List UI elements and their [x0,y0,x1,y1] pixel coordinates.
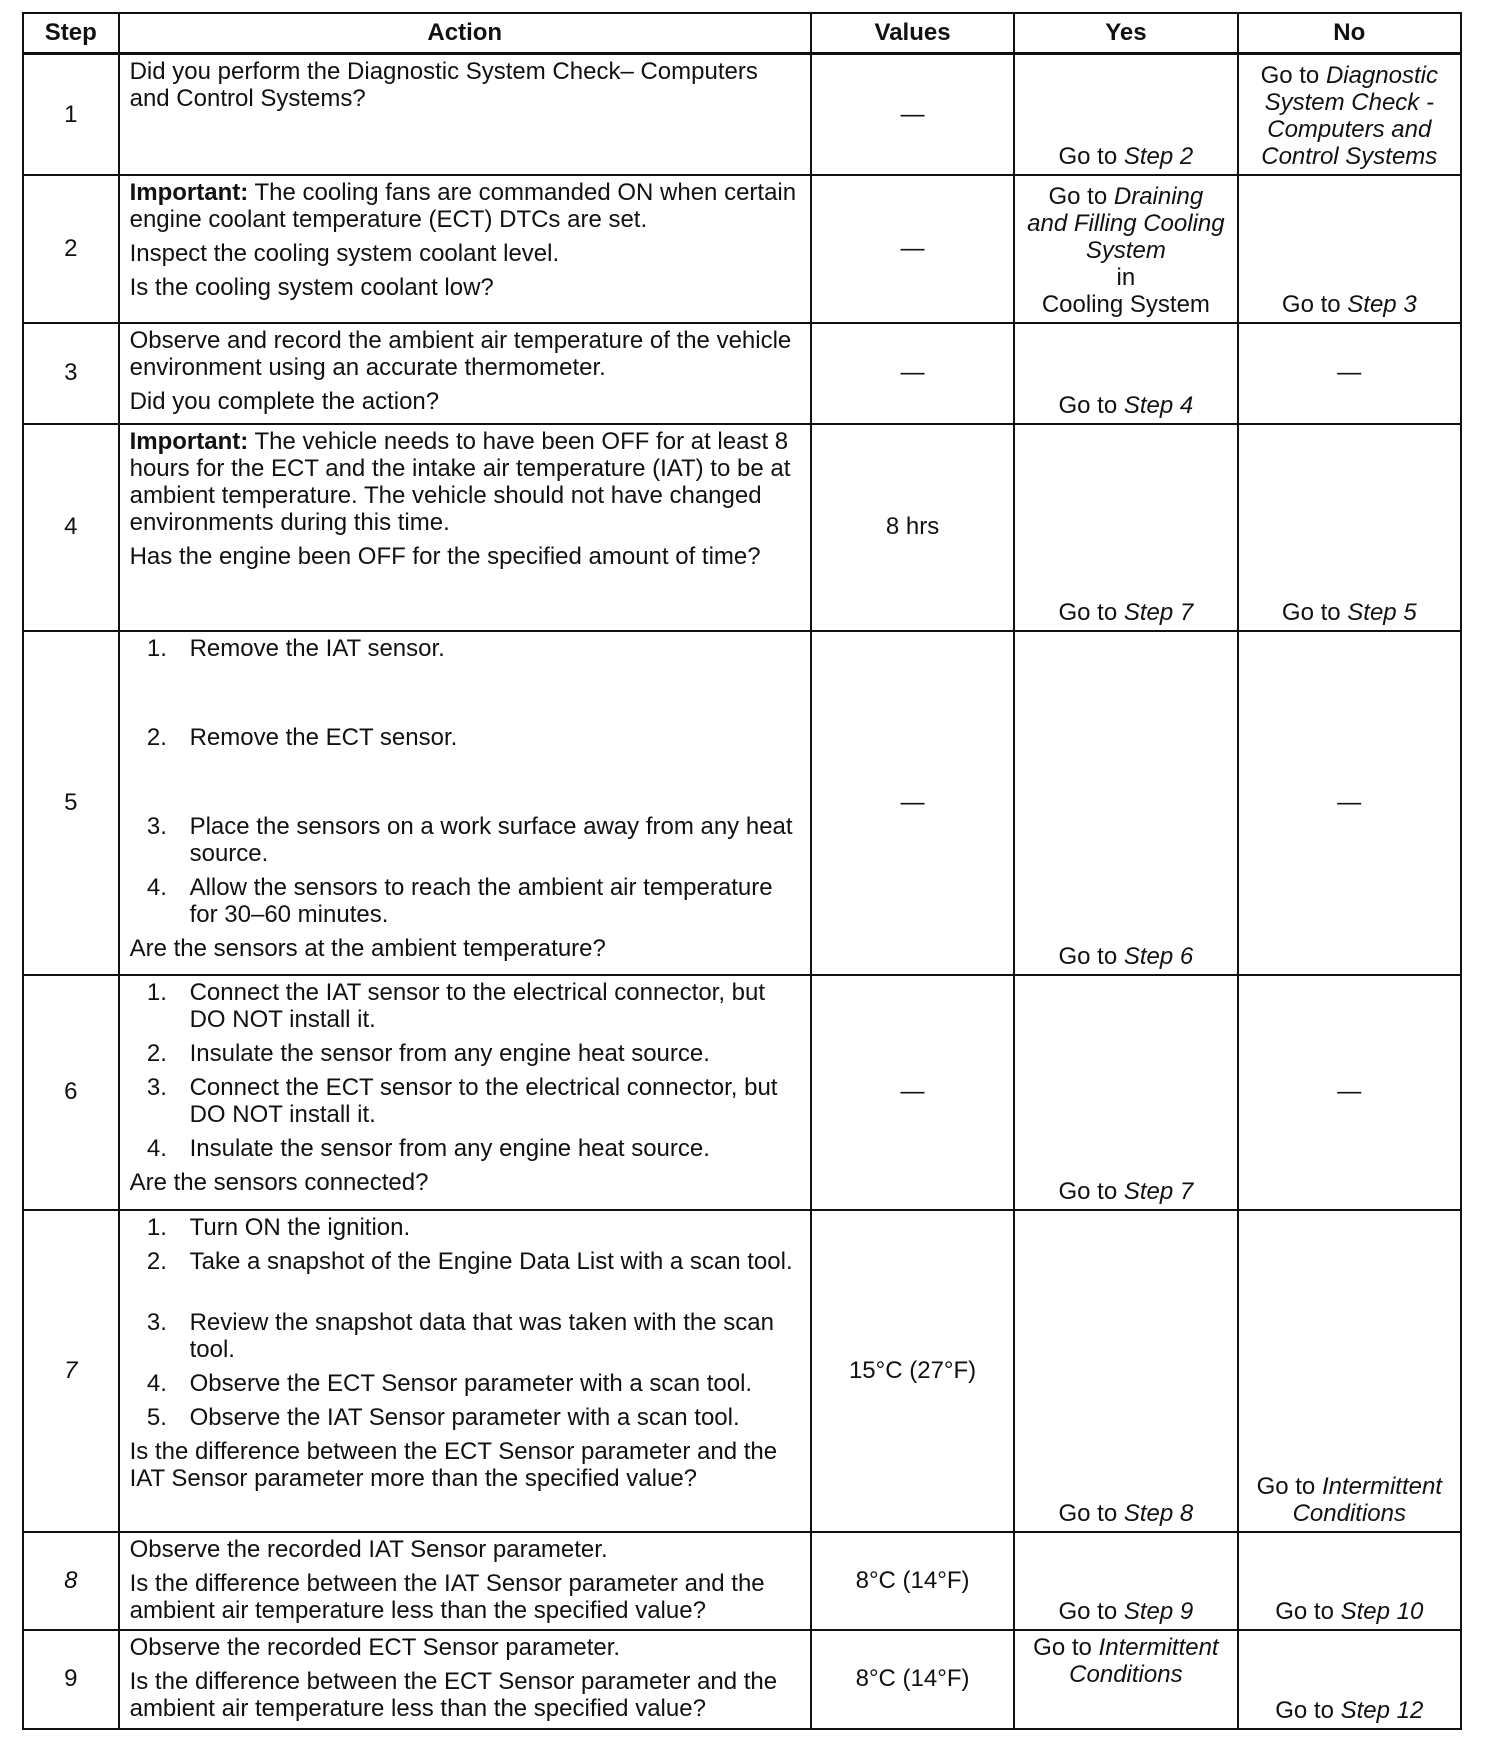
yes-cell [1014,1210,1237,1532]
step-number: 8 [23,1532,119,1630]
step-number: 3 [23,323,119,424]
action-cell [119,175,811,323]
yes-cell [1014,323,1237,424]
action-question: Are the sensors connected? [129,1169,429,1197]
yes-link[interactable]: Draining and Filling Cooling System [1027,182,1225,265]
action-step: 3. Connect the ECT sensor to the electrical connector, but DO NOT install it. [174,1074,800,1128]
yes-cell [1014,175,1237,323]
step-number: 1 [23,54,119,175]
header-values: Values [811,13,1014,54]
action-line: Observe the recorded ECT Sensor parameter. [129,1633,621,1661]
action-cell [119,323,811,424]
yes-cell [1014,54,1237,175]
yes-cell [1014,424,1237,631]
table-row [23,1630,1461,1729]
action-step: 2. Take a snapshot of the Engine Data List with a scan tool. [174,1248,800,1275]
no-cell [1238,424,1461,631]
action-question: Did you complete the action? [129,387,440,415]
yes-in: in [1116,264,1136,292]
action-question: Is the cooling system coolant low? [129,273,494,301]
step-number: 5 [23,631,119,975]
value-cell: — [811,323,1014,424]
no-cell [1238,54,1461,175]
yes-prefix: Go to [1058,1598,1118,1626]
no-link[interactable]: Step 10 [1340,1598,1424,1626]
yes-cell [1014,975,1237,1210]
yes-prefix: Go to [1058,943,1118,971]
yes-section: Cooling System [1041,291,1210,319]
action-steps [130,635,800,929]
yes-prefix: Go to [1058,143,1118,171]
action-step: 4. Observe the ECT Sensor parameter with a scan tool. [174,1370,800,1397]
step-number: 7 [23,1210,119,1532]
value-cell: — [811,175,1014,323]
no-cell [1238,1210,1461,1532]
action-step: 3. Review the snapshot data that was taken with the scan tool. [174,1309,800,1363]
important-label: Important: [129,178,249,206]
yes-prefix: Go to [1033,1633,1092,1661]
header-step: Step [23,13,119,54]
header-no: No [1238,13,1461,54]
action-cell [119,54,811,175]
action-question: Are the sensors at the ambient temperature? [129,935,606,963]
value-cell: 15°C (27°F) [811,1210,1014,1532]
action-step: 2. Insulate the sensor from any engine heat source. [174,1040,800,1067]
yes-cell [1014,631,1237,975]
no-link[interactable]: Step 12 [1340,1697,1424,1725]
action-step: 1. Connect the IAT sensor to the electrical connector, but DO NOT install it. [174,979,800,1033]
yes-link[interactable]: Step 4 [1123,392,1194,420]
action-step: 2. Remove the ECT sensor. [174,724,800,751]
table-row [23,1532,1461,1630]
no-cell [1238,1630,1461,1729]
table-row [23,175,1461,323]
action-cell [119,1630,811,1729]
yes-prefix: Go to [1058,1178,1118,1206]
no-link[interactable]: Diagnostic System Check - Computers and Control Systems [1261,62,1438,171]
value-cell: — [811,975,1014,1210]
important-label: Important: [129,427,249,455]
action-step: 3. Place the sensors on a work surface away from any heat source. [174,813,800,867]
table-row [23,323,1461,424]
yes-prefix: Go to [1058,392,1118,420]
yes-cell [1014,1532,1237,1630]
no-cell [1238,1532,1461,1630]
action-step: 1. Remove the IAT sensor. [174,635,800,662]
table-row [23,424,1461,631]
diagnostic-table [22,12,1462,1730]
yes-link[interactable]: Step 7 [1123,1178,1194,1206]
no-link[interactable]: Intermittent Conditions [1292,1473,1442,1528]
action-line: Inspect the cooling system coolant level. [129,239,560,267]
action-line: Observe the recorded IAT Sensor parameter. [129,1535,608,1563]
action-step: 4. Insulate the sensor from any engine heat source. [174,1135,800,1162]
action-step: 4. Allow the sensors to reach the ambient air temperature for 30–60 minutes. [174,874,800,928]
yes-cell [1014,1630,1237,1729]
header-action: Action [119,13,811,54]
value-cell: 8 hrs [811,424,1014,631]
no-prefix: Go to [1281,291,1341,319]
action-steps [130,979,800,1163]
no-cell: — [1238,631,1461,975]
yes-prefix: Go to [1048,182,1108,210]
yes-prefix: Go to [1058,1500,1118,1528]
step-number: 6 [23,975,119,1210]
step-number: 9 [23,1630,119,1729]
no-prefix: Go to [1281,599,1341,627]
table-row [23,54,1461,175]
header-row [23,13,1461,54]
yes-link[interactable]: Step 6 [1123,943,1194,971]
table-row [23,1210,1461,1532]
no-link[interactable]: Step 5 [1347,599,1417,627]
step-number: 4 [23,424,119,631]
important-note [130,179,800,233]
table-row [23,631,1461,975]
action-question: Has the engine been OFF for the specified amount of time? [129,542,761,570]
no-cell: — [1238,975,1461,1210]
value-cell: 8°C (14°F) [811,1630,1014,1729]
action-question: Is the difference between the ECT Sensor parameter and the ambient air temperature less than the specified value? [129,1667,778,1722]
important-note [130,428,800,536]
no-prefix: Go to [1275,1697,1334,1725]
header-yes: Yes [1014,13,1237,54]
yes-link[interactable]: Step 8 [1123,1500,1194,1528]
action-step: 5. Observe the IAT Sensor parameter with a scan tool. [174,1404,800,1431]
value-cell: 8°C (14°F) [811,1532,1014,1630]
action-line: Observe and record the ambient air temperature of the vehicle environment using an accurate thermometer. [129,326,792,381]
action-cell [119,975,811,1210]
important-text: The vehicle needs to have been OFF for at least 8 hours for the ECT and the intake air temperature (IAT) to be at ambient temperature. The vehicle should not have changed environments during this time. [129,427,791,536]
yes-link[interactable]: Step 9 [1123,1598,1194,1626]
no-cell: — [1238,323,1461,424]
action-question: Is the difference between the IAT Sensor parameter and the ambient air temperature less than the specified value? [129,1569,765,1624]
action-question: Is the difference between the ECT Sensor parameter and the IAT Sensor parameter more than the specified value? [129,1438,778,1493]
yes-link[interactable]: Intermittent Conditions [1069,1633,1219,1688]
table-row [23,975,1461,1210]
step-number: 2 [23,175,119,323]
yes-link[interactable]: Step 7 [1123,599,1194,627]
yes-link[interactable]: Step 2 [1123,143,1194,171]
value-cell: — [811,54,1014,175]
value-cell: — [811,631,1014,975]
action-text: Did you perform the Diagnostic System Check– Computers and Control Systems? [129,58,758,113]
yes-prefix: Go to [1058,599,1118,627]
no-prefix: Go to [1275,1598,1334,1626]
action-cell [119,631,811,975]
action-cell [119,1532,811,1630]
no-cell [1238,175,1461,323]
no-prefix: Go to [1260,62,1320,90]
action-steps [130,1214,800,1432]
action-step: 1. Turn ON the ignition. [174,1214,800,1241]
important-text: The cooling fans are commanded ON when certain engine coolant temperature (ECT) DTCs are set. [129,178,797,233]
action-cell [119,424,811,631]
no-prefix: Go to [1256,1473,1316,1501]
action-cell [119,1210,811,1532]
no-link[interactable]: Step 3 [1347,291,1417,319]
